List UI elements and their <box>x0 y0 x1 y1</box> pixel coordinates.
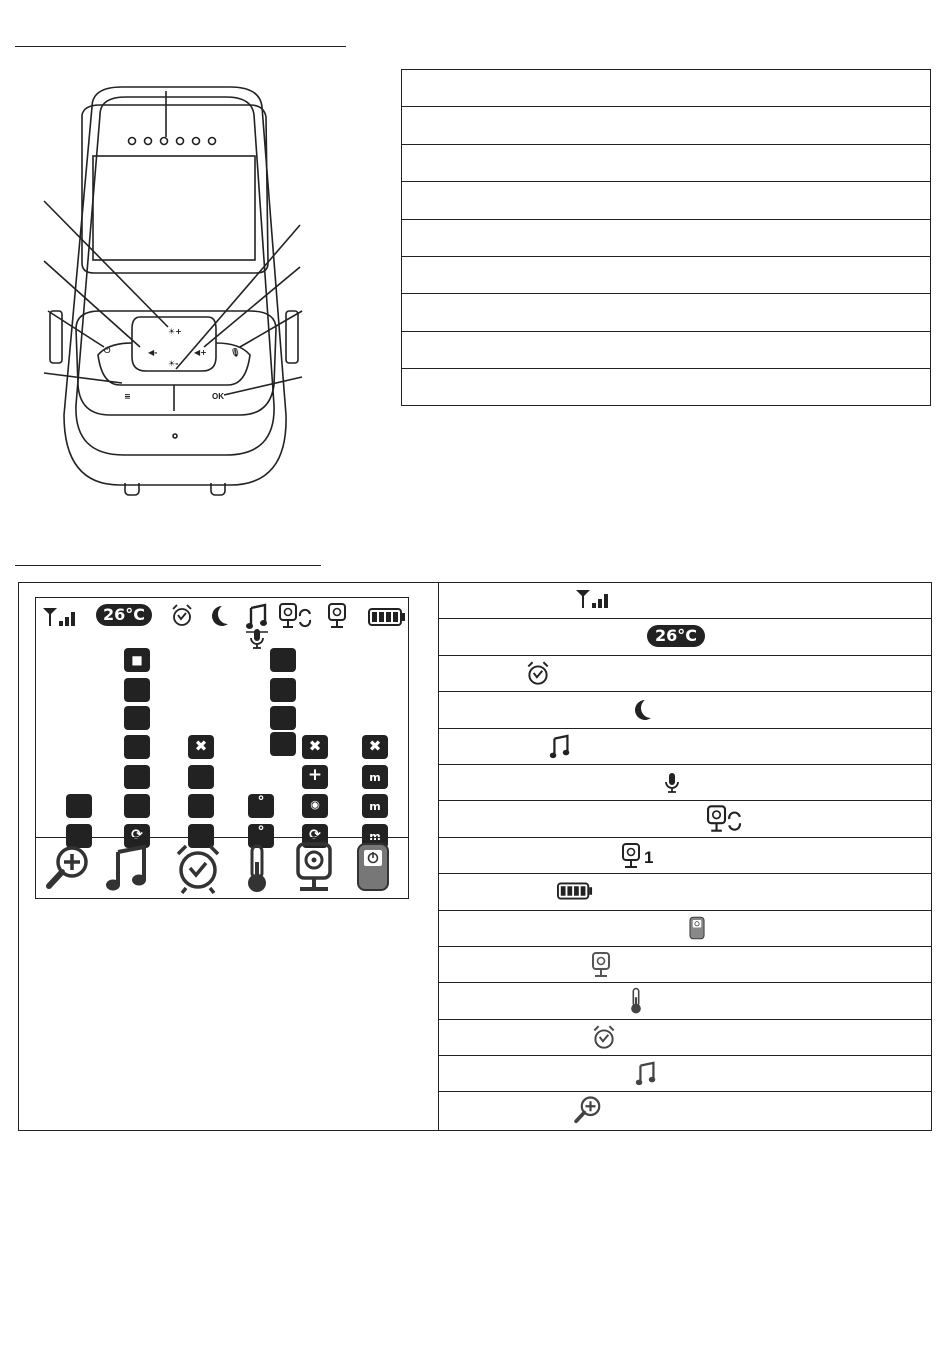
svg-text:≡: ≡ <box>124 392 131 401</box>
battery-icon <box>368 608 406 626</box>
table-row <box>402 332 930 369</box>
menu-key <box>270 678 296 702</box>
camera-scan-icon <box>707 805 743 833</box>
svg-text:◀+: ◀+ <box>194 348 207 357</box>
temperature-badge-icon: 26°C <box>647 625 705 647</box>
icon-description-table <box>18 582 932 1131</box>
lcd-menu-bar <box>36 837 408 898</box>
signal-strength-icon <box>42 606 78 628</box>
svg-text:☀+: ☀+ <box>168 327 182 336</box>
zoom-icon <box>44 844 92 892</box>
parent-unit-illustration <box>30 85 320 500</box>
camera-number-label: 1 <box>644 847 654 867</box>
music-note-icon <box>106 844 150 892</box>
thermometer-icon <box>244 844 270 894</box>
table-row <box>439 911 931 947</box>
refresh-key: ⟳ <box>302 824 328 848</box>
cancel-key: ✖ <box>362 735 388 759</box>
table-row <box>439 874 931 910</box>
alarm-clock-icon <box>170 603 194 629</box>
camera-scan-icon <box>279 603 313 629</box>
table-row <box>439 729 931 765</box>
refresh-key: ⟳ <box>124 824 150 848</box>
ok-button-label: OK <box>212 392 224 401</box>
cancel-key: ✖ <box>188 735 214 759</box>
m-key: m <box>362 765 388 789</box>
bottom-section-rule <box>15 565 321 566</box>
table-row <box>439 1092 931 1128</box>
m-key: m <box>362 824 388 848</box>
menu-key <box>270 648 296 672</box>
microphone-icon <box>665 771 679 795</box>
stop-key: ■ <box>124 648 150 672</box>
table-row <box>439 1056 931 1092</box>
alarm-clock-icon <box>174 842 222 894</box>
m-key: m <box>362 794 388 818</box>
table-row <box>402 220 930 257</box>
cancel-key: ✖ <box>302 735 328 759</box>
svg-text:🎙: 🎙 <box>230 348 241 357</box>
lcd-temperature-badge: 26°C <box>96 604 152 626</box>
degree-key: ° <box>248 794 274 818</box>
table-row <box>439 692 931 728</box>
moon-icon <box>631 698 653 722</box>
table-row <box>402 257 930 294</box>
menu-key <box>188 765 214 789</box>
svg-text:☀-: ☀- <box>168 359 179 368</box>
icon-description-list <box>439 583 931 1130</box>
camera-icon <box>327 603 347 629</box>
menu-key <box>124 706 150 730</box>
table-row <box>402 182 930 219</box>
alarm-clock-icon <box>525 660 551 688</box>
table-row <box>402 70 930 107</box>
lcd-menu-cell <box>19 583 439 1130</box>
microphone-icon <box>250 628 264 650</box>
table-row <box>402 107 930 144</box>
table-row <box>439 947 931 983</box>
table-row <box>402 145 930 182</box>
svg-text:⏻: ⏻ <box>104 346 111 355</box>
table-row <box>439 583 931 619</box>
menu-key <box>124 765 150 789</box>
button-description-table <box>401 69 931 406</box>
top-section-rule <box>15 46 346 47</box>
table-row <box>439 619 931 655</box>
zoom-icon <box>573 1095 603 1125</box>
menu-key <box>188 794 214 818</box>
svg-text:◀-: ◀- <box>148 348 158 357</box>
table-row <box>402 369 930 406</box>
battery-icon <box>557 882 593 900</box>
table-row <box>402 294 930 331</box>
table-row <box>439 801 931 837</box>
camera-icon <box>621 842 641 870</box>
menu-key <box>270 706 296 730</box>
alarm-clock-icon <box>591 1024 617 1052</box>
table-row <box>439 983 931 1019</box>
parent-unit-icon <box>689 916 705 940</box>
camera-icon <box>294 842 334 894</box>
table-row <box>439 838 931 874</box>
menu-key <box>124 678 150 702</box>
moon-icon <box>208 604 230 628</box>
music-note-icon <box>635 1061 657 1087</box>
menu-key <box>124 735 150 759</box>
menu-key <box>124 794 150 818</box>
camera-icon <box>591 951 611 979</box>
lcd-menu-diagram <box>35 597 409 899</box>
thermometer-icon <box>629 987 643 1015</box>
table-row <box>439 656 931 692</box>
menu-key <box>270 732 296 756</box>
menu-key <box>66 794 92 818</box>
table-row <box>439 1020 931 1056</box>
plus-key: + <box>302 765 328 789</box>
degree-key: ° <box>248 824 274 848</box>
signal-strength-icon <box>575 586 611 612</box>
table-row <box>439 765 931 801</box>
music-note-icon <box>549 734 571 760</box>
parent-unit-icon <box>356 842 390 892</box>
eye-key: ◉ <box>302 794 328 818</box>
